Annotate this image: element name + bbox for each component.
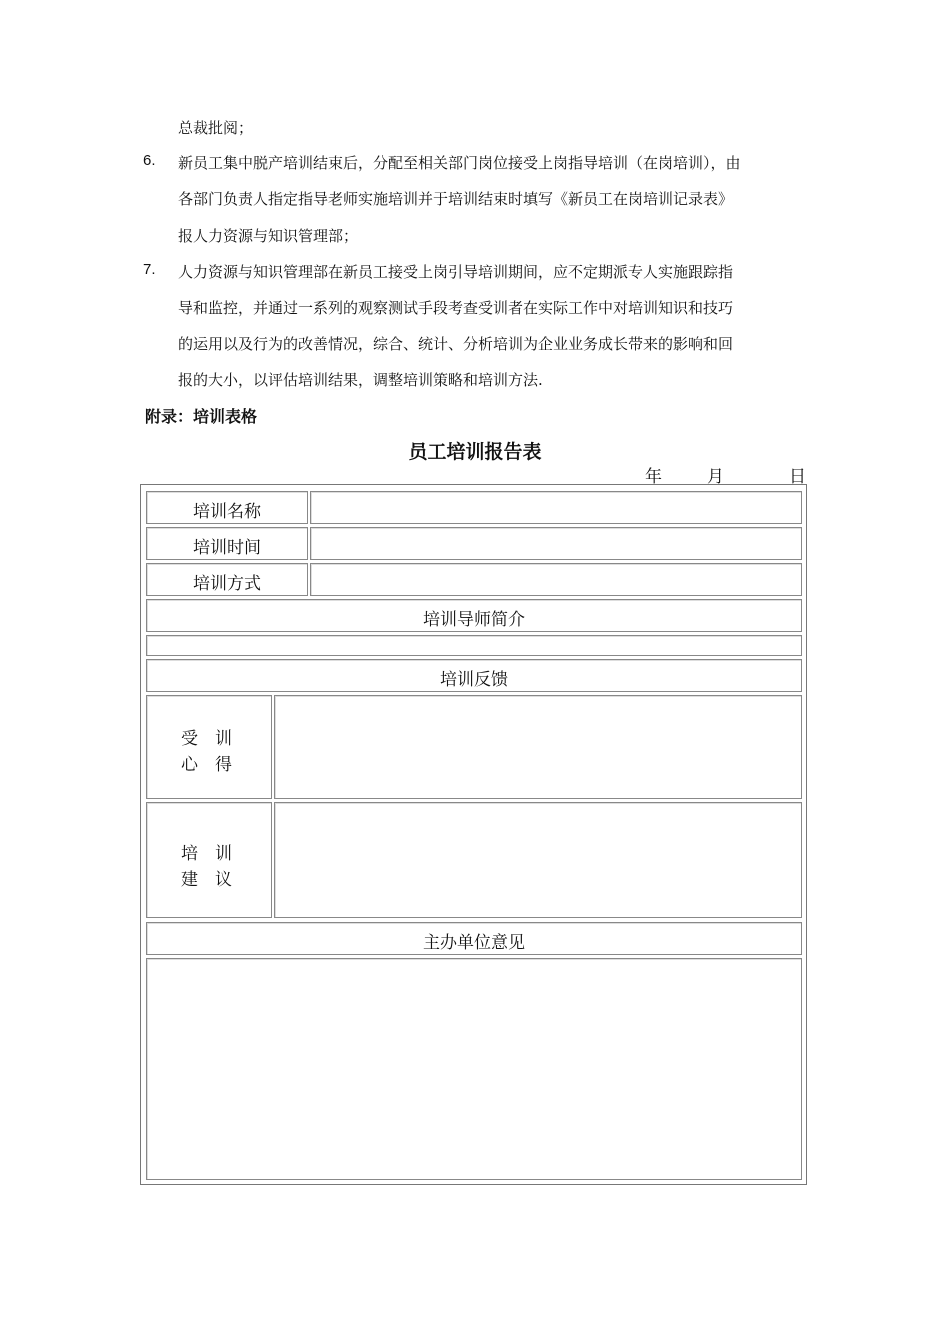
- text-line-1: 总裁批阅；: [178, 119, 254, 137]
- text-line-2: 新员工集中脱产培训结束后，分配至相关部门岗位接受上岗指导培训（在岗培训），由: [178, 154, 741, 172]
- name-label: 培训名称: [193, 502, 261, 522]
- method-input-cell[interactable]: [310, 563, 802, 596]
- organizer-section-label: 主办单位意见: [423, 933, 525, 953]
- report-form-table: [140, 484, 807, 1185]
- instructor-section-header: [146, 599, 802, 632]
- item-number-6: 6.: [143, 152, 156, 169]
- item-number-7: 7.: [143, 261, 156, 278]
- organizer-input-cell[interactable]: [146, 958, 802, 1180]
- instructor-input-cell[interactable]: [146, 635, 802, 656]
- suggestion-input-cell[interactable]: [274, 802, 802, 918]
- name-label-cell: [146, 491, 308, 524]
- instructor-section-label: 培训导师简介: [423, 610, 525, 630]
- suggestion-label-line-2: 建 议: [181, 870, 232, 890]
- text-line-3: 各部门负责人指定指导老师实施培训并于培训结束时填写《新员工在岗培训记录表》: [178, 190, 734, 208]
- experience-label-line-1: 受 训: [181, 729, 232, 749]
- experience-label-cell: [146, 695, 272, 799]
- form-title: 员工培训报告表: [408, 441, 542, 463]
- time-input-cell[interactable]: [310, 527, 802, 560]
- date-year: 年: [645, 467, 662, 487]
- text-line-5: 人力资源与知识管理部在新员工接受上岗引导培训期间，应不定期派专人实施跟踪指: [178, 263, 734, 281]
- feedback-section-label: 培训反馈: [440, 670, 508, 690]
- suggestion-label-line-1: 培 训: [181, 844, 232, 864]
- text-line-4: 报人力资源与知识管理部；: [178, 227, 359, 245]
- method-label: 培训方式: [193, 574, 261, 594]
- experience-label-line-2: 心 得: [181, 755, 232, 775]
- text-line-7: 的运用以及行为的改善情况，综合、统计、分析培训为企业业务成长带来的影响和回: [178, 335, 734, 353]
- suggestion-label-cell: [146, 802, 272, 918]
- time-label: 培训时间: [193, 538, 261, 558]
- date-month: 月: [707, 467, 724, 487]
- organizer-section-header: [146, 922, 802, 955]
- name-input-cell[interactable]: [310, 491, 802, 524]
- text-line-8: 报的大小，以评估培训结果，调整培训策略和培训方法.: [178, 371, 543, 389]
- time-label-cell: [146, 527, 308, 560]
- method-label-cell: [146, 563, 308, 596]
- feedback-section-header: [146, 659, 802, 692]
- experience-input-cell[interactable]: [274, 695, 802, 799]
- text-line-6: 导和监控，并通过一系列的观察测试手段考查受训者在实际工作中对培训知识和技巧: [178, 299, 734, 317]
- appendix-heading: 附录：培训表格: [145, 407, 258, 426]
- date-day: 日: [789, 467, 806, 487]
